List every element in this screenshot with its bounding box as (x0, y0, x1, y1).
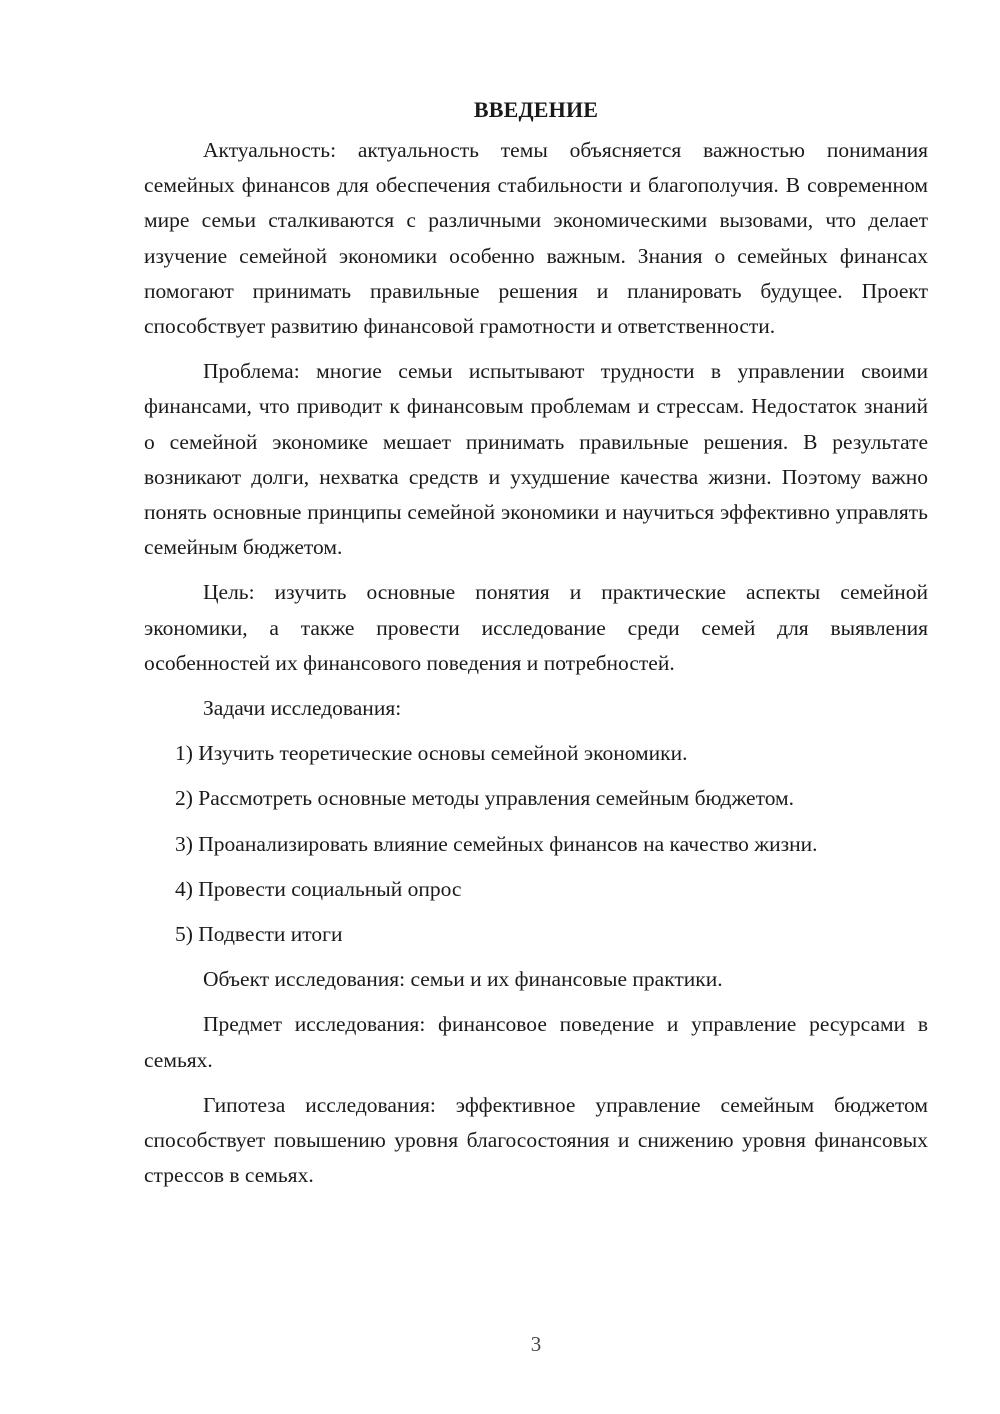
list-item: 1) Изучить теоретические основы семейной экономики. (175, 741, 688, 766)
relevance-paragraph: Актуальность: актуальность темы объясняется важностью понимания семейных финансов для обеспечения стабильности и благополучия. В современном мире семьи сталкиваются с различными экономическими вызовами, что делает изучение семейной экономики особенно важным. Знания о семейных финансах помогают принимать правильные решения и планировать будущее. Проект способствует развитию финансовой грамотности и ответственности. (144, 138, 928, 339)
subject-paragraph: Предмет исследования: финансовое поведение и управление ресурсами в семьях. (144, 1012, 928, 1072)
document-title: ВВЕДЕНИЕ (473, 97, 599, 122)
tasks-list (144, 736, 928, 952)
goal-paragraph: Цель: изучить основные понятия и практические аспекты семейной экономики, а также провести исследование среди семей для выявления особенностей их финансового поведения и потребностей. (144, 580, 928, 675)
page-number: 3 (530, 1332, 542, 1356)
tasks-heading: Задачи исследования: (203, 696, 402, 721)
list-item: 5) Подвести итоги (175, 922, 343, 947)
list-item: 4) Провести социальный опрос (175, 876, 462, 901)
list-item: 2) Рассмотреть основные методы управления семейным бюджетом. (175, 786, 795, 811)
hypothesis-paragraph: Гипотеза исследования: эффективное управление семейным бюджетом способствует повышению уровня благосостояния и снижению уровня финансовых стрессов в семьях. (144, 1092, 928, 1188)
problem-paragraph: Проблема: многие семьи испытывают трудности в управлении своими финансами, что приводит к финансовым проблемам и стрессам. Недостаток знаний о семейной экономике мешает принимать правильные решения. В результате возникают долги, нехватка средств и ухудшение качества жизни. Поэтому важно понять основные принципы семейной экономики и научиться эффективно управлять семейным бюджетом. (144, 359, 928, 560)
object-paragraph: Объект исследования: семьи и их финансовые практики. (203, 967, 723, 992)
list-item: 3) Проанализировать влияние семейных финансов на качество жизни. (175, 831, 818, 856)
document-page (144, 92, 928, 1203)
